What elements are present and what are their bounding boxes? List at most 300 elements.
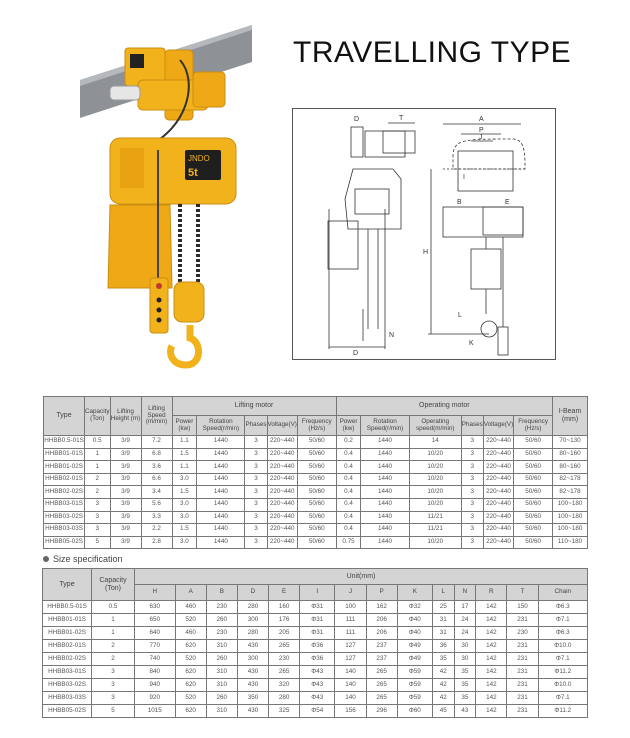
table-cell: Φ60 <box>397 705 432 718</box>
table-cell: 220~440 <box>267 498 297 511</box>
table-cell: 220~440 <box>483 498 513 511</box>
table-cell: 6.6 <box>141 473 172 486</box>
table-cell: 0.75 <box>336 536 361 549</box>
col-lm-power: Power (kw) <box>172 416 197 436</box>
table-cell: 162 <box>366 601 397 614</box>
col-dimension: D <box>237 585 268 601</box>
table-cell: 150 <box>507 601 538 614</box>
hoist-product-photo <box>80 20 290 380</box>
col-lifting-speed: Lifting Speed (m/min) <box>141 397 172 436</box>
table-cell: 3 <box>461 473 483 486</box>
table-cell: 11/21 <box>409 524 461 537</box>
table-cell: 3.0 <box>172 498 197 511</box>
table-cell: 42 <box>432 666 454 679</box>
table-cell: 0.4 <box>336 524 361 537</box>
table-cell: 156 <box>335 705 366 718</box>
table-cell: 3 <box>245 498 267 511</box>
table-cell: Φ40 <box>397 627 432 640</box>
table-cell: 231 <box>507 679 538 692</box>
table-cell: HHBB05-02S <box>43 705 92 718</box>
table-cell: 142 <box>476 627 507 640</box>
svg-text:JNDO: JNDO <box>188 154 210 163</box>
group-lifting-motor: Lifting motor <box>172 397 336 416</box>
table-cell: 220~440 <box>483 486 513 499</box>
table-cell: Φ43 <box>300 679 335 692</box>
col-om-frequency: Frequency (Hz/s) <box>514 416 553 436</box>
col-dimension: A <box>175 585 206 601</box>
table-cell: 220~440 <box>483 536 513 549</box>
table-cell: 310 <box>206 666 237 679</box>
performance-spec-table <box>43 396 588 549</box>
table-cell: 1440 <box>197 473 245 486</box>
size-table-body <box>43 601 588 718</box>
table-cell: 3 <box>461 486 483 499</box>
table-cell: 3/9 <box>110 473 141 486</box>
table-cell: Φ7.1 <box>538 653 587 666</box>
table-cell: 3 <box>461 448 483 461</box>
col-om-rotation: Rotation Speed(r/min) <box>361 416 409 436</box>
table-cell: 50/60 <box>514 536 553 549</box>
table-cell: 430 <box>237 640 268 653</box>
table-cell: 1440 <box>361 486 409 499</box>
table-cell: 17 <box>454 601 476 614</box>
table-cell: 237 <box>366 640 397 653</box>
table-cell: 50/60 <box>514 511 553 524</box>
table-cell: 142 <box>476 653 507 666</box>
table-cell: 35 <box>454 679 476 692</box>
table-cell: 1440 <box>197 511 245 524</box>
table-row <box>43 705 588 718</box>
table-cell: Φ59 <box>397 692 432 705</box>
table-cell: 1.1 <box>172 436 197 449</box>
col-lm-rotation: Rotation Speed(r/min) <box>197 416 245 436</box>
svg-text:J: J <box>479 134 483 141</box>
table-cell: 176 <box>269 614 300 627</box>
table-cell: 265 <box>366 692 397 705</box>
table-cell: 142 <box>476 692 507 705</box>
table-cell: 42 <box>432 692 454 705</box>
col-capacity: Capacity (Ton) <box>92 569 135 601</box>
table-cell: 35 <box>432 653 454 666</box>
table-cell: 50/60 <box>297 448 336 461</box>
col-dimension: P <box>366 585 397 601</box>
chain-bag <box>108 205 172 288</box>
table-cell: Φ7.1 <box>538 692 587 705</box>
table-cell: 80~160 <box>553 448 588 461</box>
table-cell: 620 <box>175 679 206 692</box>
table-cell: Φ10.0 <box>538 640 587 653</box>
table-cell: 230 <box>507 627 538 640</box>
table-cell: 265 <box>269 666 300 679</box>
table-cell: 1.5 <box>172 448 197 461</box>
col-dimension: L <box>432 585 454 601</box>
table-cell: HHBB02-02S <box>43 653 92 666</box>
table-cell: Φ32 <box>397 601 432 614</box>
table-cell: 100~180 <box>553 498 588 511</box>
table-cell: 3.0 <box>172 473 197 486</box>
table-cell: 50/60 <box>297 536 336 549</box>
table-cell: HHBB03-02S <box>43 679 92 692</box>
table-cell: HHBB02-02S <box>44 486 85 499</box>
table-cell: HHBB03-01S <box>43 666 92 679</box>
table-cell: 840 <box>135 666 176 679</box>
table-row <box>43 627 588 640</box>
table-cell: Φ6.3 <box>538 601 587 614</box>
col-ibeam: I-Beam (mm) <box>553 397 588 436</box>
table-cell: 310 <box>206 705 237 718</box>
table-cell: 220~440 <box>267 448 297 461</box>
table-cell: Φ11.2 <box>538 705 587 718</box>
table-cell: 140 <box>335 666 366 679</box>
table-cell: 3 <box>461 436 483 449</box>
table-cell: 3 <box>92 679 135 692</box>
table-cell: 1440 <box>361 498 409 511</box>
table-row <box>43 692 588 705</box>
table-cell: 3 <box>92 666 135 679</box>
table-cell: 35 <box>454 692 476 705</box>
table-cell: 3/9 <box>110 448 141 461</box>
table-cell: 50/60 <box>297 498 336 511</box>
table-cell: 620 <box>175 640 206 653</box>
svg-text:D: D <box>353 350 359 357</box>
table-cell: Φ6.3 <box>538 627 587 640</box>
table-cell: 220~440 <box>267 536 297 549</box>
table-cell: 160 <box>269 601 300 614</box>
table-row <box>44 473 588 486</box>
table-cell: 2.8 <box>141 536 172 549</box>
table-cell: 230 <box>206 627 237 640</box>
table-cell: 296 <box>366 705 397 718</box>
table-row <box>43 653 588 666</box>
table-cell: 220~440 <box>267 436 297 449</box>
table-cell: 42 <box>432 679 454 692</box>
table-cell: 300 <box>237 653 268 666</box>
table-cell: 3/9 <box>110 511 141 524</box>
table-cell: HHBB01-01S <box>43 614 92 627</box>
table-cell: Φ10.0 <box>538 679 587 692</box>
table-cell: Φ36 <box>300 653 335 666</box>
table-cell: 1440 <box>197 524 245 537</box>
table-cell: 206 <box>366 614 397 627</box>
table-cell: 142 <box>476 640 507 653</box>
table-cell: Φ7.1 <box>538 614 587 627</box>
table-cell: HHBB03-01S <box>44 498 85 511</box>
table-cell: 220~440 <box>483 511 513 524</box>
hook <box>171 325 199 365</box>
table-cell: 50/60 <box>297 461 336 474</box>
table-cell: 1440 <box>361 448 409 461</box>
table-cell: 30 <box>454 653 476 666</box>
table-cell: 940 <box>135 679 176 692</box>
col-lm-phases: Phases <box>245 416 267 436</box>
table-cell: 260 <box>206 653 237 666</box>
table-cell: 3/9 <box>110 461 141 474</box>
table-cell: 0.4 <box>336 486 361 499</box>
table-cell: Φ36 <box>300 640 335 653</box>
table-cell: 220~440 <box>483 524 513 537</box>
table-cell: HHBB03-03S <box>44 524 85 537</box>
table-row <box>44 536 588 549</box>
table-cell: 1 <box>85 461 111 474</box>
col-om-operating-speed: Operating speed(m/min) <box>409 416 461 436</box>
table-cell: 1.5 <box>172 524 197 537</box>
table-cell: 231 <box>507 666 538 679</box>
table-cell: 3/9 <box>110 436 141 449</box>
table-cell: 6.8 <box>141 448 172 461</box>
table-cell: 10/20 <box>409 498 461 511</box>
table-cell: 205 <box>269 627 300 640</box>
table-cell: 1 <box>85 448 111 461</box>
table-cell: 1 <box>92 614 135 627</box>
table-cell: 3.0 <box>172 511 197 524</box>
bullet-icon <box>43 556 49 562</box>
table-row <box>44 486 588 499</box>
table-cell: 300 <box>237 614 268 627</box>
table-cell: 43 <box>454 705 476 718</box>
table-cell: 100 <box>335 601 366 614</box>
size-spec-heading <box>43 554 123 564</box>
table-cell: 280 <box>269 692 300 705</box>
table-cell: 260 <box>206 692 237 705</box>
table-row <box>44 448 588 461</box>
table-cell: 320 <box>269 679 300 692</box>
table-cell: 1440 <box>361 524 409 537</box>
table-cell: 3 <box>92 692 135 705</box>
table-cell: 11/21 <box>409 511 461 524</box>
table-cell: 35 <box>454 666 476 679</box>
svg-text:K: K <box>469 340 474 347</box>
table-cell: 0.2 <box>336 436 361 449</box>
table-cell: 25 <box>432 601 454 614</box>
table-cell: HHBB03-03S <box>43 692 92 705</box>
table-cell: 50/60 <box>514 473 553 486</box>
table-cell: 0.4 <box>336 511 361 524</box>
table-cell: 740 <box>135 653 176 666</box>
table-cell: 5 <box>92 705 135 718</box>
table-cell: 140 <box>335 692 366 705</box>
table-cell: 0.4 <box>336 498 361 511</box>
table-cell: 265 <box>269 640 300 653</box>
table-cell: 650 <box>135 614 176 627</box>
table-cell: 3/9 <box>110 498 141 511</box>
table-cell: 127 <box>335 653 366 666</box>
table-cell: 142 <box>476 705 507 718</box>
svg-text:D: D <box>354 116 360 123</box>
table-cell: 1440 <box>197 448 245 461</box>
table-cell: 620 <box>175 666 206 679</box>
col-lm-voltage: Voltage(V) <box>267 416 297 436</box>
dimension-diagram <box>292 108 556 360</box>
table-cell: 1015 <box>135 705 176 718</box>
table-cell: 1440 <box>197 436 245 449</box>
table-cell: 1 <box>92 627 135 640</box>
table-cell: 3 <box>245 511 267 524</box>
table-cell: 1440 <box>197 536 245 549</box>
table-cell: 230 <box>269 653 300 666</box>
col-capacity: Capacity (Ton) <box>85 397 111 436</box>
col-lm-frequency: Frequency (Hz/s) <box>297 416 336 436</box>
table-cell: 280 <box>237 601 268 614</box>
col-type: Type <box>44 397 85 436</box>
table-cell: 45 <box>432 705 454 718</box>
table-cell: 1440 <box>197 461 245 474</box>
table-cell: 0.5 <box>85 436 111 449</box>
table-cell: 24 <box>454 614 476 627</box>
group-operating-motor: Operating motor <box>336 397 552 416</box>
table-cell: 110~180 <box>553 536 588 549</box>
group-unit: Unit(mm) <box>135 569 588 585</box>
col-om-power: Power (kw) <box>336 416 361 436</box>
col-dimension: N <box>454 585 476 601</box>
table-cell: 1440 <box>197 486 245 499</box>
col-dimension: I <box>300 585 335 601</box>
table-cell: 70~130 <box>553 436 588 449</box>
table-cell: 140 <box>335 679 366 692</box>
table-cell: 520 <box>175 614 206 627</box>
table-cell: Φ59 <box>397 666 432 679</box>
table-cell: 3/9 <box>110 486 141 499</box>
page-title: TRAVELLING TYPE <box>293 36 572 69</box>
table-cell: Φ31 <box>300 627 335 640</box>
table-cell: 0.4 <box>336 473 361 486</box>
table-cell: 265 <box>366 666 397 679</box>
col-dimension: E <box>269 585 300 601</box>
svg-text:5t: 5t <box>188 167 198 179</box>
table-cell: 220~440 <box>483 436 513 449</box>
col-dimension: K <box>397 585 432 601</box>
col-dimension: B <box>206 585 237 601</box>
table-cell: 10/20 <box>409 448 461 461</box>
svg-text:L: L <box>458 312 462 319</box>
table-cell: 31 <box>432 614 454 627</box>
table-cell: 3 <box>245 436 267 449</box>
table-cell: 3 <box>85 524 111 537</box>
svg-text:T: T <box>399 115 404 122</box>
table-cell: 1440 <box>361 473 409 486</box>
table-cell: 231 <box>507 692 538 705</box>
table-cell: 1.1 <box>172 461 197 474</box>
table-cell: 3 <box>461 498 483 511</box>
table-cell: 2 <box>85 473 111 486</box>
table-cell: 220~440 <box>483 461 513 474</box>
table-cell: 0.4 <box>336 448 361 461</box>
table-cell: Φ59 <box>397 679 432 692</box>
table-cell: 350 <box>237 692 268 705</box>
table-cell: 3.0 <box>172 536 197 549</box>
table-cell: 310 <box>206 640 237 653</box>
table-cell: 3 <box>245 524 267 537</box>
table-cell: 430 <box>237 679 268 692</box>
table-cell: 14 <box>409 436 461 449</box>
table-cell: 3.4 <box>141 486 172 499</box>
table-cell: 50/60 <box>514 461 553 474</box>
table-cell: 237 <box>366 653 397 666</box>
table-cell: 430 <box>237 666 268 679</box>
table-cell: Φ31 <box>300 614 335 627</box>
table-cell: 920 <box>135 692 176 705</box>
table-cell: 50/60 <box>297 511 336 524</box>
table-cell: 36 <box>432 640 454 653</box>
table-cell: 24 <box>454 627 476 640</box>
table-cell: 2 <box>92 640 135 653</box>
table-cell: 3 <box>245 448 267 461</box>
table-cell: 127 <box>335 640 366 653</box>
table-row <box>43 614 588 627</box>
table-cell: 2 <box>92 653 135 666</box>
table-cell: HHBB01-01S <box>44 448 85 461</box>
table-cell: 50/60 <box>514 486 553 499</box>
table-cell: 100~180 <box>553 511 588 524</box>
table-cell: 460 <box>175 601 206 614</box>
table-row <box>43 640 588 653</box>
table-cell: 50/60 <box>514 498 553 511</box>
table-row <box>44 524 588 537</box>
table-cell: 220~440 <box>267 524 297 537</box>
table-cell: 30 <box>454 640 476 653</box>
table-cell: 206 <box>366 627 397 640</box>
table-cell: 111 <box>335 614 366 627</box>
table-cell: HHBB0.5-01S <box>44 436 85 449</box>
table-cell: 10/20 <box>409 486 461 499</box>
table-cell: 10/20 <box>409 473 461 486</box>
table-cell: 3 <box>245 461 267 474</box>
col-lifting-height: Lifting Height (m) <box>110 397 141 436</box>
table-cell: 82~178 <box>553 486 588 499</box>
col-dimension: Chain <box>538 585 587 601</box>
table-cell: 10/20 <box>409 461 461 474</box>
table-cell: 220~440 <box>267 486 297 499</box>
col-dimension: R <box>476 585 507 601</box>
table-cell: Φ43 <box>300 666 335 679</box>
table-cell: 3 <box>461 461 483 474</box>
table-cell: Φ49 <box>397 640 432 653</box>
table-cell: 50/60 <box>514 448 553 461</box>
table-cell: 1440 <box>361 511 409 524</box>
table-row <box>43 666 588 679</box>
col-dimension: H <box>135 585 176 601</box>
table-cell: 7.2 <box>141 436 172 449</box>
table-cell: 260 <box>206 614 237 627</box>
table-cell: 50/60 <box>297 524 336 537</box>
table-cell: 325 <box>269 705 300 718</box>
svg-text:A: A <box>479 116 484 123</box>
hook-block <box>174 282 204 322</box>
table-cell: 1440 <box>197 498 245 511</box>
table-cell: 220~440 <box>267 473 297 486</box>
table-cell: 3 <box>461 536 483 549</box>
table-cell: 50/60 <box>297 436 336 449</box>
table-cell: 231 <box>507 640 538 653</box>
table-row <box>44 498 588 511</box>
table-cell: HHBB01-02S <box>44 461 85 474</box>
table-cell: 80~160 <box>553 461 588 474</box>
table-cell: HHBB01-02S <box>43 627 92 640</box>
table-cell: 220~440 <box>267 511 297 524</box>
table-row <box>43 601 588 614</box>
table-row <box>44 436 588 449</box>
table-cell: 5.6 <box>141 498 172 511</box>
svg-text:P: P <box>479 127 484 134</box>
table-cell: 231 <box>507 614 538 627</box>
col-om-phases: Phases <box>461 416 483 436</box>
table-cell: 50/60 <box>514 436 553 449</box>
table-cell: 31 <box>432 627 454 640</box>
table-cell: 230 <box>206 601 237 614</box>
table-cell: Φ31 <box>300 601 335 614</box>
table-cell: 3/9 <box>110 536 141 549</box>
table-cell: 3 <box>245 486 267 499</box>
table-cell: 2.2 <box>141 524 172 537</box>
